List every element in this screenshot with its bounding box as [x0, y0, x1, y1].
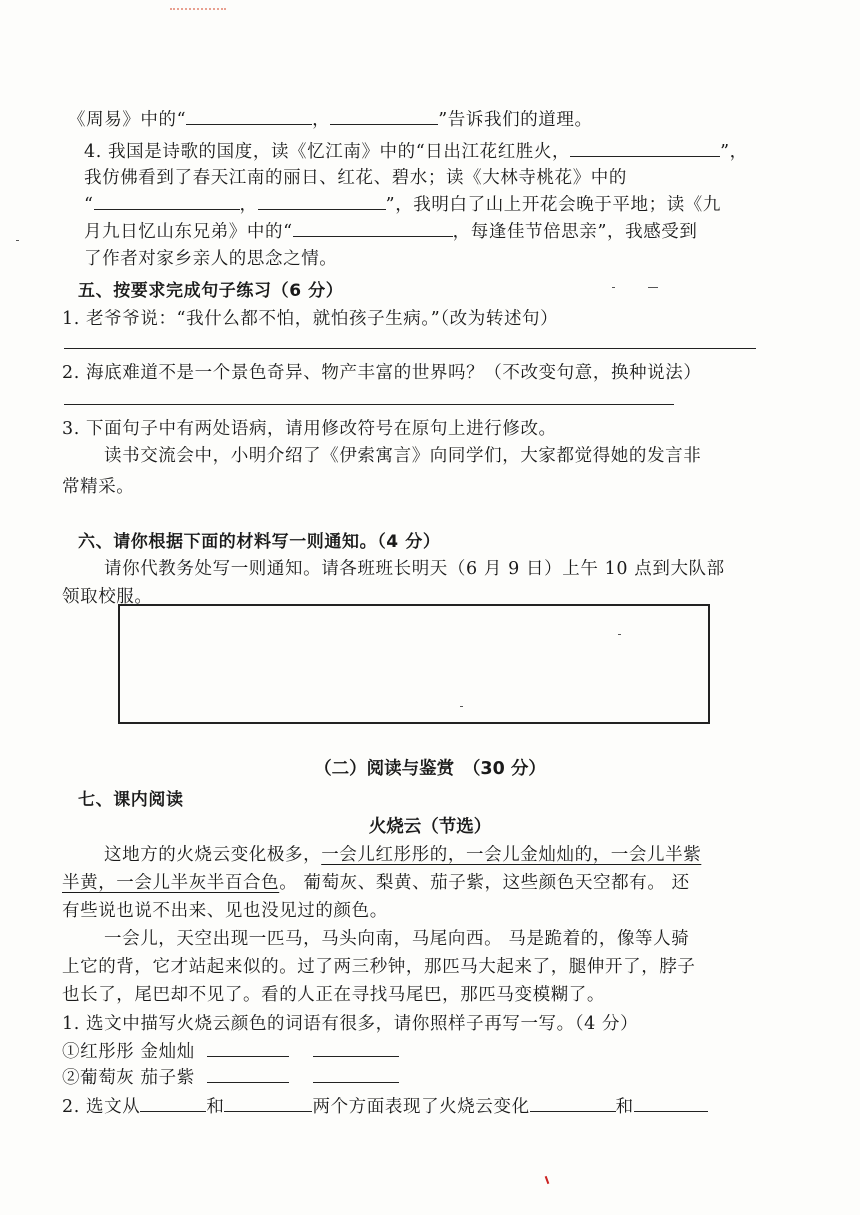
poetry-line-5: [84, 218, 698, 243]
question-5-1: 1. 老爷爷说：“我什么都不怕，就怕孩子生病。”（改为转述句）: [62, 309, 559, 329]
text-segment: “: [84, 195, 94, 215]
question-5-3-sentence: 读书交流会中，小明介绍了《伊索寓言》向同学们，大家都觉得她的发言非: [104, 446, 702, 466]
passage-line-2: [62, 869, 690, 894]
notice-instruction: 请你代教务处写一则通知。请各班班长明天（6 月 9 日）上午 10 点到大队部: [104, 559, 725, 579]
passage-line-5: 上它的背，它才站起来似的。过了两三秒钟，那匹马大起来了，腿伸开了，脖子: [62, 957, 696, 977]
answer-blank[interactable]: [530, 1095, 616, 1112]
answer-line[interactable]: [64, 404, 674, 405]
text-segment: 《周易》中的“: [68, 110, 187, 130]
notice-instruction-end: 领取校服。: [62, 587, 153, 607]
answer-blank[interactable]: [186, 108, 312, 125]
section-5-title: 五、按要求完成句子练习（6 分）: [78, 281, 344, 301]
question-5-2: 2. 海底难道不是一个景色奇异、物产丰富的世界吗？（不改变句意，换种说法）: [62, 363, 702, 383]
text-segment: ，: [239, 195, 258, 215]
answer-blank[interactable]: [258, 193, 386, 210]
answer-blank[interactable]: [313, 1066, 399, 1083]
text-segment: ②葡萄灰 茄子紫: [62, 1068, 195, 1088]
text-segment: 月九日忆山东兄弟》中的“: [84, 222, 293, 242]
text-segment: ，: [312, 110, 331, 130]
text-segment: 和: [615, 1097, 634, 1117]
text-segment: 这地方的火烧云变化极多，: [104, 845, 322, 865]
answer-blank[interactable]: [140, 1095, 206, 1112]
underlined-phrase: 半黄，一会儿半灰半百合色: [62, 873, 280, 893]
scan-speck: [16, 240, 19, 241]
text-segment: ”，: [720, 142, 748, 162]
question-7-1-row-b: [62, 1064, 399, 1089]
scan-speck: [648, 287, 658, 288]
poetry-line-2: [84, 138, 748, 163]
poetry-line-4: [84, 191, 721, 216]
text-segment: ①红彤彤 金灿灿: [62, 1042, 195, 1062]
text-segment: 和: [206, 1097, 225, 1117]
poetry-line-3: [84, 164, 627, 189]
answer-blank[interactable]: [570, 140, 720, 157]
answer-blank[interactable]: [94, 193, 240, 210]
section-6-title: 六、请你根据下面的材料写一则通知。（4 分）: [78, 532, 441, 552]
passage-line-6: 也长了，尾巴却不见了。看的人正在寻找马尾巴，那匹马变模糊了。: [62, 985, 605, 1005]
passage-line-1: [104, 841, 701, 866]
part-2-title: （二）阅读与鉴赏 （30 分）: [314, 759, 546, 779]
notice-writing-box[interactable]: [118, 604, 710, 724]
text-segment: ”，我明白了山上开花会晚于平地；读《九: [385, 195, 722, 215]
text-segment: ”告诉我们的道理。: [438, 110, 593, 130]
scan-noise-mark: [170, 8, 226, 12]
answer-blank[interactable]: [293, 220, 453, 237]
answer-blank[interactable]: [634, 1095, 708, 1112]
answer-blank[interactable]: [207, 1040, 289, 1057]
text-segment: 两个方面表现了火烧云变化: [312, 1097, 530, 1117]
answer-blank[interactable]: [224, 1095, 312, 1112]
question-7-1: 1. 选文中描写火烧云颜色的词语有很多，请你照样子再写一写。（4 分）: [62, 1014, 639, 1034]
red-ink-mark: [545, 1176, 550, 1184]
question-7-2: [62, 1093, 708, 1118]
text-segment: 2. 选文从: [62, 1097, 141, 1117]
answer-blank[interactable]: [330, 108, 438, 125]
question-5-3-sentence-end: 常精采。: [62, 477, 135, 497]
poetry-line-6: 了作者对家乡亲人的思念之情。: [84, 249, 338, 269]
passage-title: 火烧云（节选）: [368, 817, 492, 837]
poetry-line-1: [68, 106, 593, 131]
underlined-phrase: 一会儿红彤彤的，一会儿金灿灿的，一会儿半紫: [321, 845, 702, 865]
answer-line[interactable]: [64, 348, 756, 349]
section-7-title: 七、课内阅读: [78, 790, 184, 810]
text-segment: ，每逢佳节倍思亲”，我感受到: [452, 222, 698, 242]
scan-speck: [460, 706, 463, 707]
question-7-1-row-a: [62, 1038, 399, 1063]
text-segment: 。 葡萄灰、梨黄、茄子紫，这些颜色天空都有。 还: [279, 873, 690, 893]
answer-blank[interactable]: [313, 1040, 399, 1057]
passage-line-3: 有些说也说不出来、见也没见过的颜色。: [62, 901, 388, 921]
scan-speck: [612, 287, 615, 288]
passage-line-4: 一会儿，天空出现一匹马，马头向南，马尾向西。 马是跪着的，像等人骑: [104, 929, 690, 949]
text-segment: 我仿佛看到了春天江南的丽日、红花、碧水；读《大林寺桃花》中的: [84, 168, 627, 188]
answer-blank[interactable]: [207, 1066, 289, 1083]
question-5-3: 3. 下面句子中有两处语病，请用修改符号在原句上进行修改。: [62, 419, 557, 439]
text-segment: 4. 我国是诗歌的国度，读《忆江南》中的“日出江花红胜火，: [84, 142, 571, 162]
scan-speck: [618, 634, 621, 635]
